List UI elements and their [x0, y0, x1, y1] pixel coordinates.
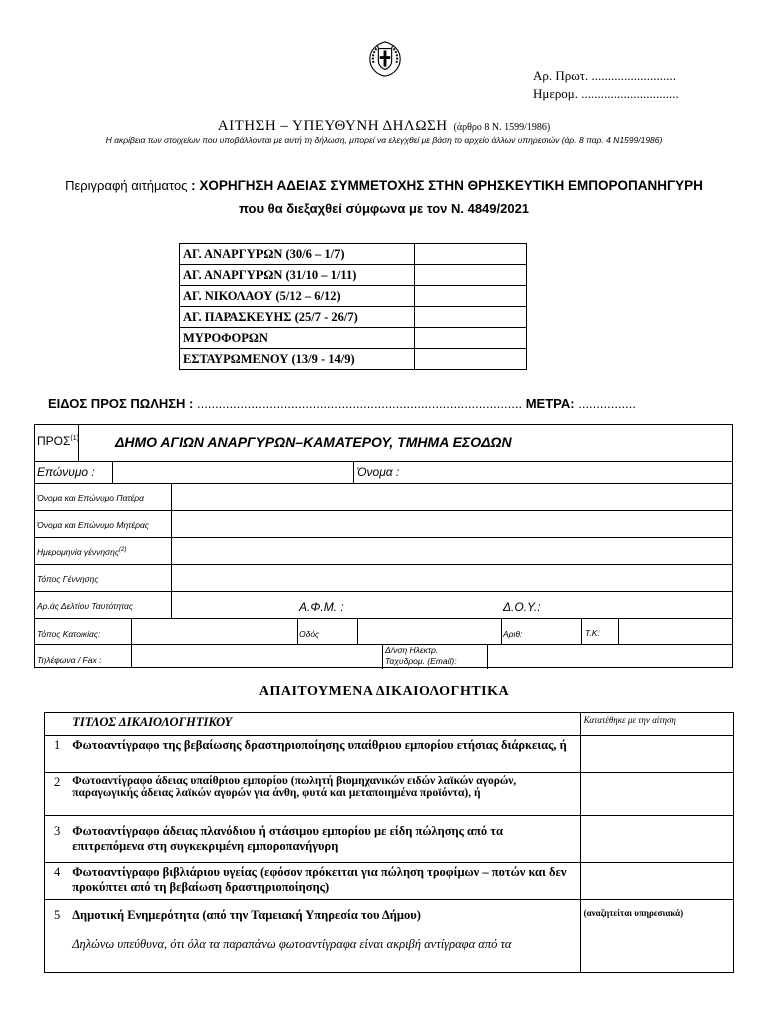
- fair-row: [180, 328, 527, 349]
- document-text: Φωτοαντίγραφο βιβλιάριου υγείας (εφόσον πρόκειται για πώληση τροφίμων – ποτών και δεν προκύπτει από τη βεβαίωση δραστηριοποίησης): [69, 863, 580, 900]
- fair-name: ΜΥΡΟΦΟΡΩΝ: [180, 328, 415, 349]
- fair-row: [180, 349, 527, 370]
- title-main: ΑΙΤΗΣΗ – ΥΠΕΥΘΥΝΗ ΔΗΛΩΣΗ: [217, 118, 448, 134]
- residence-label: Τόπος Κατοικίας:: [37, 629, 101, 639]
- document-row: [45, 773, 734, 816]
- father-name-field[interactable]: [172, 484, 732, 510]
- document-check-cell[interactable]: [580, 773, 733, 816]
- mother-name-label: Όνομα και Επώνυμο Μητέρας: [37, 520, 149, 530]
- document-number: 5: [45, 900, 70, 973]
- phone-field[interactable]: [132, 645, 382, 668]
- document-check-cell[interactable]: [580, 863, 733, 900]
- document-check-cell[interactable]: (αναζητείται υπηρεσιακά): [580, 900, 733, 973]
- to-label: ΠΡΟΣ$^{(1)}$: [37, 434, 79, 448]
- greek-emblem-icon: [366, 40, 404, 78]
- sale-item-field[interactable]: ..........................................................................................: [197, 396, 523, 411]
- personal-details-form: [34, 424, 733, 668]
- fair-row: [180, 244, 527, 265]
- father-name-label: Όνομα και Επώνυμο Πατέρα: [37, 493, 145, 503]
- fair-name: ΕΣΤΑΥΡΩΜΕΝΟΥ (13/9 - 14/9): [180, 349, 415, 370]
- documents-header-row: [45, 713, 734, 736]
- fair-select-cell[interactable]: [415, 244, 527, 265]
- protocol-date-label: Ημερομ. ..............................: [533, 86, 679, 101]
- document-text: Φωτοαντίγραφο της βεβαίωσης δραστηριοποίησης υπαίθριου εμπορίου ετήσιας διάρκειας, ή: [69, 736, 580, 773]
- fair-select-cell[interactable]: [415, 307, 527, 328]
- document-text: Φωτοαντίγραφο άδειας υπαίθριου εμπορίου (πωλητή βιομηχανικών ειδών λαϊκών αγορών, παραγωγικής άδειας λαϊκών αγορών για άνθη, φυτά και μεταποιημένα προϊόντα), ή: [69, 773, 580, 816]
- mother-name-field[interactable]: [172, 511, 732, 537]
- meters-label: ΜΕΤΡΑ:: [525, 396, 575, 411]
- description-text: : ΧΟΡΗΓΗΣΗ ΑΔΕΙΑΣ ΣΥΜΜΕΤΟΧΗΣ ΣΤΗΝ ΘΡΗΣΚΕΥΤΙΚΗ ΕΜΠΟΡΟΠΑΝΗΓΥΡΗ: [191, 178, 703, 193]
- street-number-label: Αριθ:: [503, 629, 523, 639]
- surname-label: Επώνυμο :: [37, 465, 95, 479]
- document-number: 4: [45, 863, 70, 900]
- dob-label: Ημερομηνία γέννησης$^{(2)}$: [37, 547, 127, 557]
- document-row: [45, 816, 734, 863]
- fair-select-cell[interactable]: [415, 328, 527, 349]
- fair-select-cell[interactable]: [415, 349, 527, 370]
- fair-select-cell[interactable]: [415, 286, 527, 307]
- document-check-cell[interactable]: [580, 816, 733, 863]
- email-field[interactable]: [488, 645, 732, 668]
- fair-row: [180, 307, 527, 328]
- fair-name: ΑΓ. ΝΙΚΟΛΑΟΥ (5/12 – 6/12): [180, 286, 415, 307]
- document-row: [45, 736, 734, 773]
- required-documents-title: ΑΠΑΙΤΟΥΜΕΝΑ ΔΙΚΑΙΟΛΟΓΗΤΙΚΑ: [258, 684, 510, 699]
- sale-item-label: ΕΙΔΟΣ ΠΡΟΣ ΠΩΛΗΣΗ :: [48, 396, 194, 411]
- document-title: [0, 117, 768, 135]
- protocol-number-label: Αρ. Πρωτ. ..........................: [533, 68, 677, 83]
- title-law-ref: (άρθρο 8 Ν. 1599/1986): [453, 122, 551, 133]
- document-row: [45, 900, 734, 973]
- description-label: Περιγραφή αιτήματος: [65, 178, 188, 193]
- email-label-line2: Ταχυδρομ. (Email):: [385, 656, 457, 666]
- declaration-text: Δηλώνω υπεύθυνα, ότι όλα τα παραπάνω φωτοαντίγραφα είναι ακριβή αντίγραφα από τα: [72, 937, 512, 951]
- documents-table: [44, 712, 734, 973]
- submitted-header: Κατατέθηκε με την αίτηση: [580, 713, 733, 736]
- birthplace-label: Τόπος Γέννησης: [37, 574, 99, 584]
- accuracy-note: Η ακρίβεια των στοιχείων που υποβάλλονται με αυτή τη δήλωση, μπορεί να ελεγχθεί με βάση το αρχείο άλλων υπηρεσιών (άρ. 8 παρ. 4 Ν1599/1986): [105, 135, 663, 145]
- birthplace-field[interactable]: [172, 565, 732, 591]
- afm-label: Α.Φ.Μ. :: [299, 600, 344, 614]
- request-description: [0, 178, 768, 193]
- postal-code-label: Τ.Κ:: [585, 628, 600, 638]
- document-title-header: ΤΙΤΛΟΣ ΔΙΚΑΙΟΛΟΓΗΤΙΚΟΥ: [69, 713, 580, 736]
- fair-row: [180, 286, 527, 307]
- document-row: [45, 863, 734, 900]
- surname-field[interactable]: [113, 462, 352, 483]
- fair-select-cell[interactable]: [415, 265, 527, 286]
- doy-label: Δ.Ο.Υ.:: [503, 600, 541, 614]
- fair-name: ΑΓ. ΠΑΡΑΣΚΕΥΗΣ (25/7 - 26/7): [180, 307, 415, 328]
- phone-label: Τηλέφωνα / Fax :: [37, 655, 102, 665]
- fairs-table: [179, 243, 527, 370]
- id-number-label: Αρ.άς Δελτίου Ταυτότητας: [37, 601, 133, 611]
- document-number: 3: [45, 816, 70, 863]
- dob-field[interactable]: [172, 538, 732, 564]
- first-name-label: Όνομα :: [357, 465, 400, 479]
- street-label: Οδός: [299, 629, 320, 639]
- document-check-cell[interactable]: [580, 736, 733, 773]
- fair-name: ΑΓ. ΑΝΑΡΓΥΡΩΝ (30/6 – 1/7): [180, 244, 415, 265]
- email-label-line1: Δ/νση Ηλεκτρ.: [385, 645, 439, 655]
- fair-name: ΑΓ. ΑΝΑΡΓΥΡΩΝ (31/10 – 1/11): [180, 265, 415, 286]
- description-law: που θα διεξαχθεί σύμφωνα με τον Ν. 4849/2021: [238, 201, 530, 216]
- document-number: 1: [45, 736, 70, 773]
- fair-row: [180, 265, 527, 286]
- document-text: Φωτοαντίγραφο άδειας πλανόδιου ή στάσιμου εμπορίου με είδη πώλησης από τα επιτρεπόμενα στη συγκεκριμένη εμποροπανήγυρη: [69, 816, 580, 863]
- protocol-block: [533, 67, 679, 103]
- to-value: ΔΗΜΟ ΑΓΙΩΝ ΑΝΑΡΓΥΡΩΝ–ΚΑΜΑΤΕΡΟΥ, ΤΜΗΜΑ ΕΣΟΔΩΝ: [115, 434, 512, 450]
- meters-field[interactable]: ................: [578, 396, 637, 411]
- document-number: 2: [45, 773, 70, 816]
- document-text: Δημοτική Ενημερότητα (από την Ταμειακή Υπηρεσία του Δήμου): [72, 908, 421, 922]
- sale-item-line: [48, 396, 636, 411]
